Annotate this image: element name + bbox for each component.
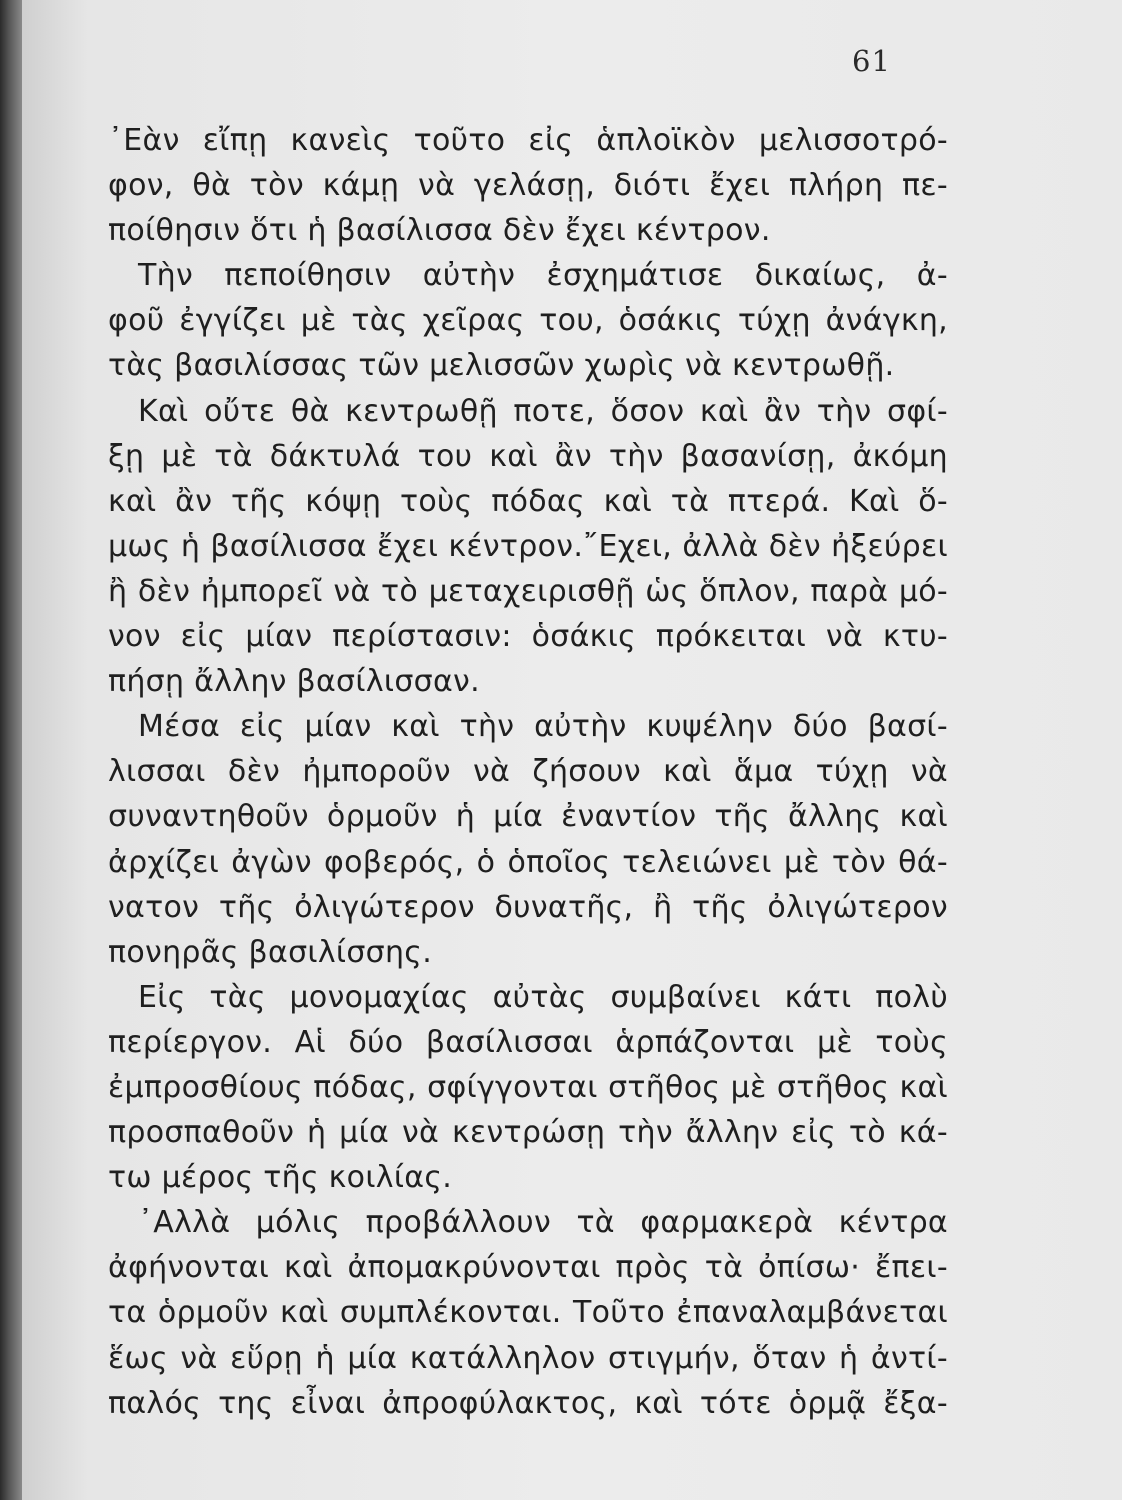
text-line: ᾽Αλλὰ μόλις προβάλλουν τὰ φαρμακερὰ κέντρα [138,1205,948,1241]
book-page [22,0,1122,1500]
text-line: ᾽Εὰν εἴπῃ κανεὶς τοῦτο εἰς ἁπλοϊκὸν μελισσοτρό- [108,123,948,158]
page-number: 61 [852,44,891,78]
body-text [108,118,948,1426]
text-line: προσπαθοῦν ἡ μία νὰ κεντρώσῃ τὴν ἄλλην εἰς τὸ κά- [108,1115,948,1151]
text-line: φοῦ ἐγγίζει μὲ τὰς χεῖρας του, ὁσάκις τύχῃ ἀνάγκη, [108,303,948,339]
text-line: μως ἡ βασίλισσα ἔχει κέντρον.῎Εχει, ἀλλὰ δὲν ἠξεύρει [108,528,948,564]
text-line: παλός της εἶναι ἀπροφύλακτος, καὶ τότε ὁρμᾷ ἔξα- [108,1385,948,1421]
text-line: Εἰς τὰς μονομαχίας αὐτὰς συμβαίνει κάτι πολὺ [138,979,948,1015]
text-line: ἐμπροσθίους πόδας, σφίγγονται στῆθος μὲ στῆθος καὶ [108,1069,948,1105]
text-line: καὶ ἂν τῆς κόψῃ τοὺς πόδας καὶ τὰ πτερά. Καὶ ὅ- [108,483,948,519]
text-line: ἢ δὲν ἠμπορεῖ νὰ τὸ μεταχειρισθῇ ὡς ὅπλον, παρὰ μό- [108,573,948,609]
text-line: ἕως νὰ εὕρῃ ἡ μία κατάλληλον στιγμήν, ὅταν ἡ ἀντί- [108,1340,948,1376]
text-line: ἀρχίζει ἀγὼν φοβερός, ὁ ὁποῖος τελειώνει μὲ τὸν θά- [108,844,948,880]
text-line: ποίθησιν ὅτι ἡ βασίλισσα δὲν ἔχει κέντρον. [108,213,771,249]
text-line: πονηρᾶς βασιλίσσης. [108,934,433,970]
book-binding-edge [0,0,22,1500]
text-line: νατον τῆς ὀλιγώτερον δυνατῆς, ἢ τῆς ὀλιγώτερον [108,889,948,925]
text-line: Τὴν πεποίθησιν αὐτὴν ἐσχημάτισε δικαίως, ἀ- [138,258,948,294]
text-line: ξῃ μὲ τὰ δάκτυλά του καὶ ἂν τὴν βασανίσῃ, ἀκόμη [108,438,948,474]
text-line: Καὶ οὔτε θὰ κεντρωθῇ ποτε, ὅσον καὶ ἂν τὴν σφί- [138,393,948,429]
text-line: λισσαι δὲν ἠμποροῦν νὰ ζήσουν καὶ ἅμα τύχῃ νὰ [108,754,948,790]
text-line: τα ὁρμοῦν καὶ συμπλέκονται. Τοῦτο ἐπαναλαμβάνεται [108,1295,948,1331]
text-line: Μέσα εἰς μίαν καὶ τὴν αὐτὴν κυψέλην δύο βασί- [138,709,948,745]
text-line: τω μέρος τῆς κοιλίας. [108,1160,453,1196]
text-line: πήσῃ ἄλλην βασίλισσαν. [108,664,480,700]
text-line: νον εἰς μίαν περίστασιν: ὁσάκις πρόκειται νὰ κτυ- [108,619,948,655]
text-line: ἀφήνονται καὶ ἀπομακρύνονται πρὸς τὰ ὀπίσω· ἔπει- [108,1250,948,1286]
text-line: φον, θὰ τὸν κάμῃ νὰ γελάσῃ, διότι ἔχει πλήρη πε- [108,168,948,204]
text-line: τὰς βασιλίσσας τῶν μελισσῶν χωρὶς νὰ κεντρωθῇ. [108,348,895,384]
text-line: περίεργον. Αἱ δύο βασίλισσαι ἁρπάζονται μὲ τοὺς [108,1024,948,1060]
text-line: συναντηθοῦν ὁρμοῦν ἡ μία ἐναντίον τῆς ἄλλης καὶ [108,799,948,835]
